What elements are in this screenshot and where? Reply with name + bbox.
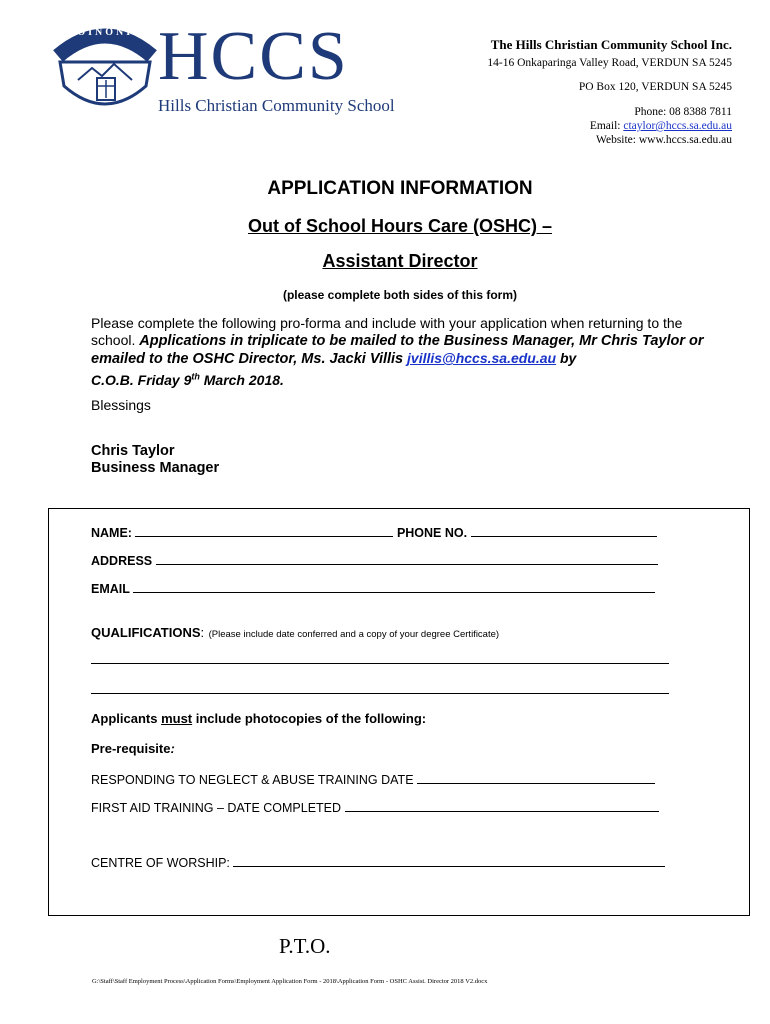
name-phone-row <box>91 524 657 540</box>
director-email-link[interactable]: jvillis@hccs.sa.edu.au <box>407 350 557 366</box>
applicants-post: include photocopies of the following: <box>192 711 427 726</box>
deadline-sup: th <box>191 371 200 381</box>
email-label: Email: <box>589 120 621 132</box>
address-label: ADDRESS <box>91 554 153 568</box>
prereq-heading <box>91 741 175 756</box>
intro-by: by <box>559 350 577 366</box>
qualifications-note: (Please include date conferred and a copy of your degree Certificate) <box>208 629 500 640</box>
neglect-label: RESPONDING TO NEGLECT & ABUSE TRAINING DATE <box>91 773 414 787</box>
applicants-heading <box>91 711 426 726</box>
email-row <box>91 580 655 596</box>
email-link[interactable]: ctaylor@hccs.sa.edu.au <box>623 120 732 132</box>
phone-label: PHONE NO. <box>396 526 468 540</box>
prereq-label: Pre-requisite <box>91 741 171 756</box>
worship-row <box>91 854 665 870</box>
qualifications-line-2[interactable] <box>91 693 669 694</box>
intro-paragraph <box>91 315 711 389</box>
neglect-row <box>91 771 655 787</box>
signer-title: Business Manager <box>91 460 220 476</box>
crest-motto: KOINONIA <box>66 27 144 38</box>
intro-instructions: Applications in triplicate to be mailed to the Business Manager, Mr Chris Taylor or emailed to the OSHC Director, Ms. Jacki Villis <box>91 333 704 367</box>
name-label: NAME: <box>91 526 132 540</box>
file-path: G:\Staff\Staff Employment Process\Application Forms\Employment Application Form - 2018\Application Form - OSHC Assist. Director 2018 V2.docx <box>92 978 488 985</box>
form-email-label: EMAIL <box>91 582 130 596</box>
phone-line: Phone: 08 8388 7811 <box>634 106 732 118</box>
blessings: Blessings <box>91 397 151 413</box>
pto-text: P.T.O. <box>279 934 331 958</box>
org-name: The Hills Christian Community School Inc. <box>490 37 732 52</box>
worship-field[interactable] <box>233 854 665 867</box>
website-line: Website: www.hccs.sa.edu.au <box>596 134 732 146</box>
name-field[interactable] <box>135 524 393 537</box>
position-title-line2: Assistant Director <box>322 251 478 271</box>
page-title: APPLICATION INFORMATION <box>267 178 533 199</box>
prereq-colon: : <box>170 741 175 756</box>
street-address: 14-16 Onkaparinga Valley Road, VERDUN SA 5245 <box>487 57 732 69</box>
deadline-pre: C.O.B. Friday 9 <box>91 371 192 388</box>
intro-plain: Please complete the following pro-forma and include with your application when returning to the school. <box>91 315 683 348</box>
first-aid-row <box>91 799 659 815</box>
qualifications-row: QUALIFICATIONS: (Please include date conferred and a copy of your degree Certificate) <box>91 625 500 640</box>
deadline-post: March 2018. <box>199 371 284 388</box>
applicants-pre: Applicants <box>91 711 162 726</box>
address-field[interactable] <box>156 552 658 565</box>
phone-field[interactable] <box>471 524 657 537</box>
email-field[interactable] <box>133 580 655 593</box>
address-row <box>91 552 658 568</box>
position-title-line1: Out of School Hours Care (OSHC) – <box>247 216 553 236</box>
form-note: (please complete both sides of this form) <box>282 288 518 302</box>
email-line <box>590 119 732 133</box>
first-aid-date-field[interactable] <box>345 799 659 812</box>
qualifications-label: QUALIFICATIONS <box>91 625 201 640</box>
logo-school-name: Hills Christian Community School <box>158 96 395 115</box>
neglect-date-field[interactable] <box>417 771 655 784</box>
qualifications-line-1[interactable] <box>91 663 669 664</box>
signer-name: Chris Taylor <box>91 443 175 459</box>
school-logo <box>50 18 395 122</box>
po-box: PO Box 120, VERDUN SA 5245 <box>578 81 732 93</box>
applicants-must: must <box>161 711 193 726</box>
worship-label: CENTRE OF WORSHIP: <box>91 856 230 870</box>
first-aid-label: FIRST AID TRAINING – DATE COMPLETED <box>91 801 342 815</box>
logo-letters: HCCS <box>158 18 349 95</box>
